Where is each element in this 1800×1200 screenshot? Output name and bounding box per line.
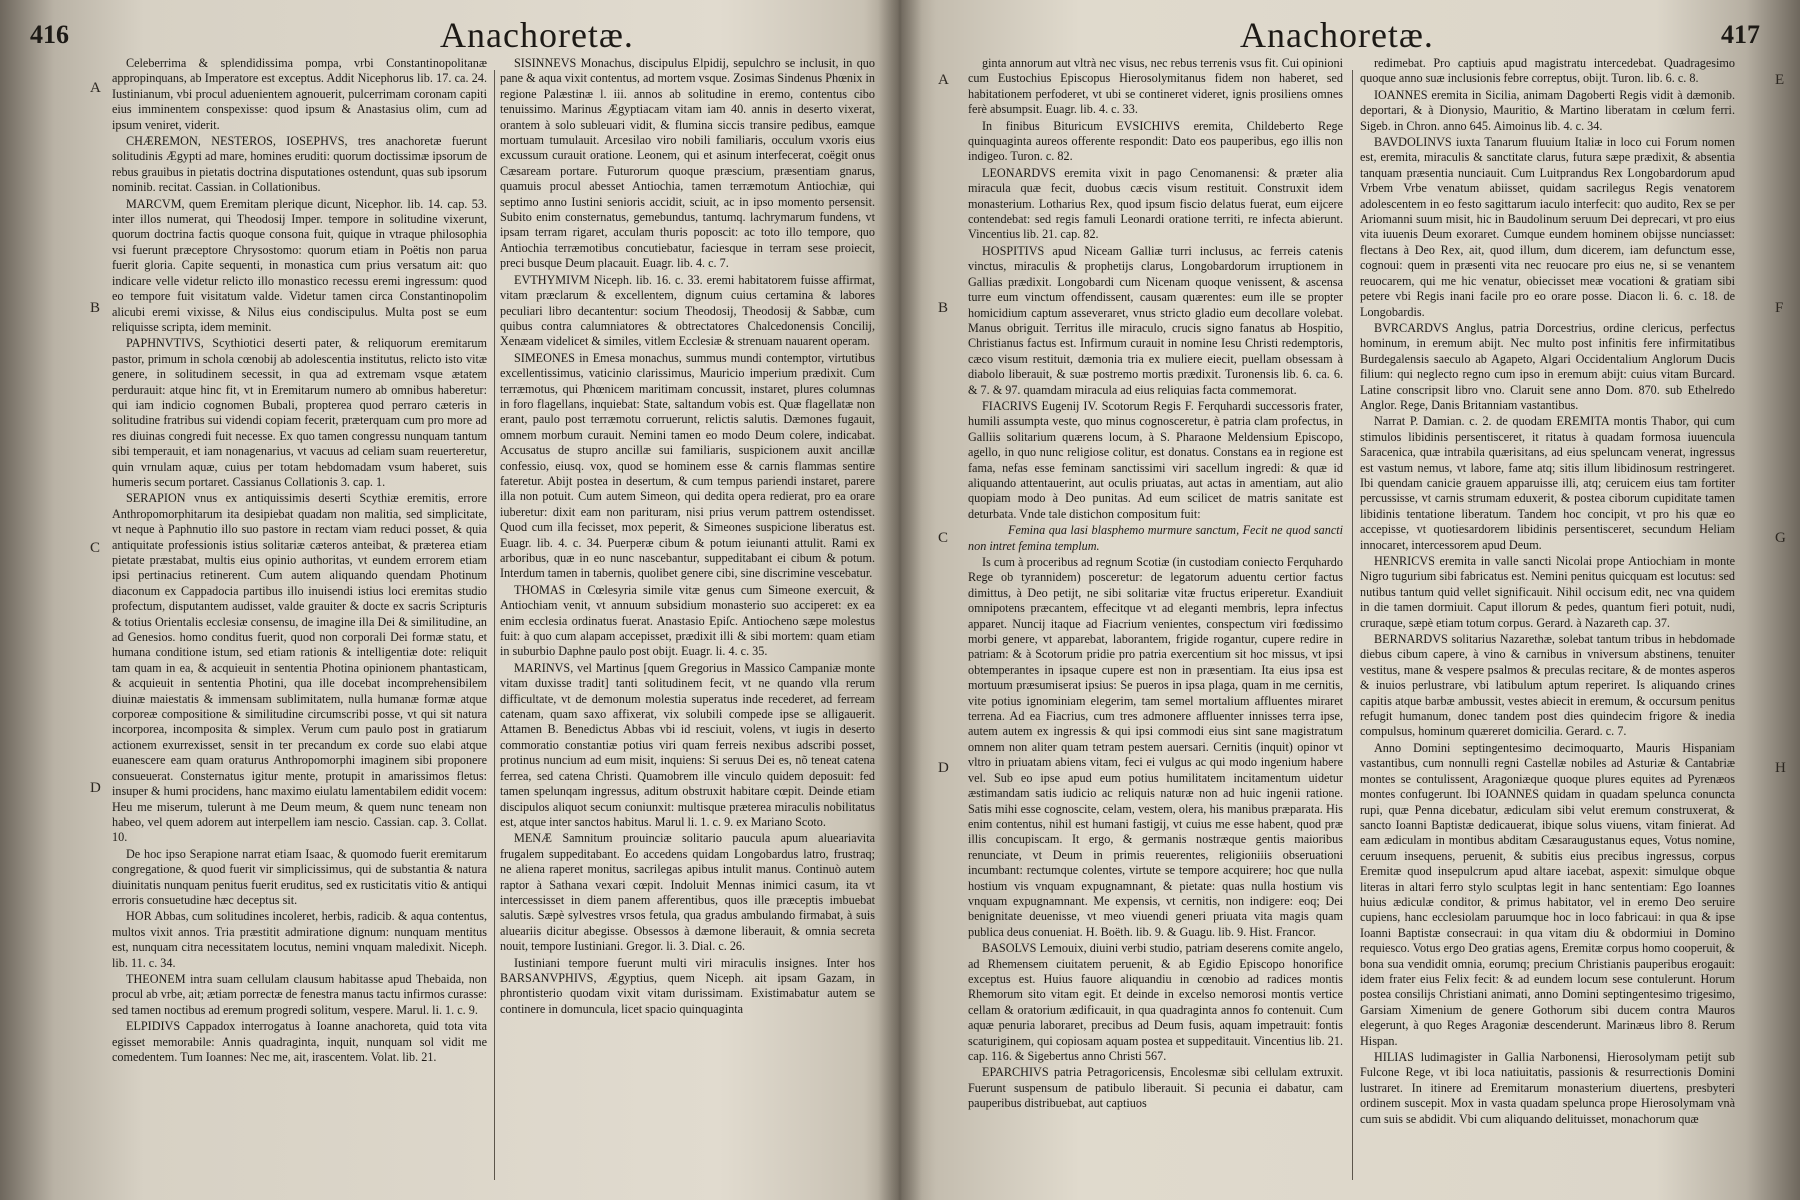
left-column-a	[112, 56, 487, 1181]
left-page	[0, 0, 880, 1200]
right-page-header	[920, 14, 1800, 54]
left-margin-letter-c: C	[90, 540, 101, 556]
left-page-header	[0, 14, 880, 54]
paragraph: MENÆ Samnitum prouinciæ solitario paucula apum alueariavita frugalem suppeditabant. Eo accedens quidam Longobardus latro, frustraq; ne aliena raperet monitus, sacrilegas apibus intulit manus. Continuò autem raptor à Sathana vexari cœpit. Indoluit Mennas inimici casum, ita vt intercessisset in diem panem afferentibus, quos ille præceptis imbuebat salutis. Sæpè sylvestres vrsos fetula, qua gradus ambulando firmabat, à suis alueariis dicitur abegisse. Obsessos à dæmone liberauit, & omnia secreta nouit, tempore Iustiniani. Gregor. li. 3. Dial. c. 26.	[500, 831, 875, 954]
paragraph: HOR Abbas, cum solitudines incoleret, herbis, radicib. & aqua contentus, multos vixit annos. Tria præstitit admiratione dignum: nunquam mentitus est, nunquam citra necessitatem locutus, nemini vnquam maledixit. Niceph. lib. 11. c. 34.	[112, 909, 487, 970]
paragraph: IOANNES eremita in Sicilia, animam Dagoberti Regis vidit à dæmonib. deportari, & à Dionysio, Mauritio, & Martino liberatam in cœlum ferri. Sigeb. in Chron. anno 645. Aimoinus lib. 4. c. 34.	[1360, 87, 1735, 133]
right-margin-letter-b: B	[938, 300, 949, 316]
paragraph: HILIAS ludimagister in Gallia Narbonensi, Hierosolymam petijt sub Fulcone Rege, vt ibi loca natiuitatis, passionis & resurrectionis Domini lustraret. In itinere ad Eremitarum monasterium diuertens, presbyteri ordinem suscepit. Mox in vasta quadam spelunca prope Hierosolymam vnà cum suis se abdidit. Vbi cum aliquando delituisset, monachorum quæ	[1360, 1050, 1735, 1126]
paragraph: In finibus Bituricum EVSICHIVS eremita, Childeberto Rege quinquaginta aureos offerente respondit: Dato eos pauperibus, ego illis non indigeo. Turon. c. 82.	[968, 118, 1343, 164]
paragraph: LEONARDVS eremita vixit in pago Cenomanensi: & præter alia miracula quæ fecit, duobus cæcis visum restituit. Construxit idem monasterium. Lotharius Rex, quod ipsum fiscio delatus fuerat, eum eijcere contendebat: sed regis famuli Leonardi oratione territi, re infecta abierunt. Vincentius lib. 21. cap. 82.	[968, 165, 1343, 242]
paragraph: FIACRIVS Eugenij IV. Scotorum Regis F. Ferquhardi successoris frater, humili assumpta veste, quo minus cognosceretur, è patria clam profectus, in Galliis solitarium quærens locum, à S. Pharaone Meldensium Episcopo, agello, in quo nunc religiose colitur, est donatus. Constans ea in regione est fama, nefas esse feminam sanctissimi viri sacellum ingredi: & quæ id aliquando attentauerint, aut oculis priuatas, aut actas in amentiam, aut alio quopiam modo à Deo punitas. Ad eum scilicet de matris sanitate est deturbata. Vnde tale distichon compositum fuit:	[968, 398, 1343, 521]
paragraph: SISINNEVS Monachus, discipulus Elpidij, sepulchro se inclusit, in quo pane & aqua vixit contentus, ad mortem vsque. Zosimas Sindenus Phœnix in regione Palæstinæ l. iii. annos ab solitudine in eremo, contentus cibo tenuissimo. Marinus Ægyptiacam vitam iam 40. annis in deserto vixerat, orantem à solo subleuari vidit, & flumina siccis transire pedibus, eamque mortuam tumulauit. Arcesilao viro nobili familiaris, occulum vxoris eius excussum curauit oratione. Leonem, qui et asinum interfecerat, coëgit onus Cæsaream portare. Futurorum quoque præscium, præsentiam gnarus, quamuis procul abesset Antiochia, tamen terræmotum Antiochiæ, qui septimo anno Iustini senioris accidit, sciuit, ac in ipso momento persensit. Subito enim consternatus, gemebundus, tantumq. lachrymarum fundens, vt ipsam terram rigaret, acculam thuris poposcit: ac toto illo tempore, quo Antiochia terræmotibus concutiebatur, faciesque in terram sese proiecit, preci busque Deum placauit. Euagr. lib. 4. c. 7.	[500, 56, 875, 271]
paragraph: redimebat. Pro captiuis apud magistratu intercedebat. Quadragesimo quoque anno suæ inclusionis febre correptus, obijt. Turon. lib. 6. c. 8.	[1360, 56, 1735, 86]
paragraph: CHÆREMON, NESTEROS, IOSEPHVS, tres anachoretæ fuerunt solitudinis Ægypti ad mare, homines eruditi: quorum doctissimæ ipsorum de rebus grauibus in pietatis doctrina disputationes ostendunt, quas sub ipsorum nominib. recitat. Cassian. in Collationibus.	[112, 134, 487, 195]
paragraph: BVRCARDVS Anglus, patria Dorcestrius, ordine clericus, perfectus hominum, in eremum abijt. Nec multo post infinitis fere infirmitatibus Burdegalensis saeculo ab Agapeto, Algari Occidentalium Anglorum Ducis filium: qui neglecto regno cum ipso in eremum abijt: cuius vitam Burcard. Latine conscripsit libro vno. Claruit sene anno Dom. 870. sub Ethelredo Anglor. Rege, Danis Britanniam vastantibus.	[1360, 320, 1735, 412]
column-divider	[494, 70, 495, 1180]
paragraph: EVTHYMIVM Niceph. lib. 16. c. 33. eremi habitatorem fuisse affirmat, vitam præclarum & excellentem, dignum cuius certamina & labores peculiari libro decantentur: socium Theodosij, Theodosij & Sabbæ, cum quibus contra calumniatores & obtrectatores Chalcedonensis Concilij, Xenæam videlicet & similes, vitlem Ecclesiæ & strenuam nauarent operam.	[500, 272, 875, 349]
right-page-number: 417	[1721, 20, 1760, 49]
right-running-head: Anachoretæ.	[1240, 15, 1434, 55]
paragraph: Iustiniani tempore fuerunt multi viri miraculis insignes. Inter hos BARSANVPHIVS, Ægyptius, quem Niceph. ait ipsam Gazam, in phrontisterio quodam vixit vitam durissimam. Existimabatur autem se continere in domuncula, licet spacio quinquaginta	[500, 955, 875, 1016]
left-running-head: Anachoretæ.	[440, 15, 634, 55]
paragraph: SIMEONES in Emesa monachus, summus mundi contemptor, virtutibus excellentissimus, vaticinio clarissimus, Mauricio imperium prædixit. Cum terræmotus, qui Phœnicem maritimam concussit, instaret, plures columnas in foro flagellans, inquiebat: State, saltandum vobis est. Quæ flagellatæ non erant, paulo post terræmotu corruerunt, relictis salutis. Dæmones fugauit, omnem morbum curauit. Nemini tamen eo modo Deum colere, indicabat. Accusatus de stupro ancillæ sui familiaris, suspicionem auxit ancillæ confessio, eiusq. vox, quod se hominem esse & carnis flammas sentire fateretur. Abijt postea in desertum, & cum tempus pariendi instaret, parere illa non potuit. Cum autem Simeon, qui dedita opera redierat, pro ea orare iuberetur: dixit eam non parituram, nisi prius verum pattrem ostendisset. Quod cum illa fecisset, mox peperit, & Simeones suspicione liberatus est. Euagr. lib. 4. c. 34. Puerperæ cibum & potum ieiunanti attulit. Rami ex arboribus, quæ in eo nunc nascebantur, suppeditabant ei cibum & potum. Interdum tamen in tabernis, quolibet genere cibi, sine discrimine vescebatur.	[500, 350, 875, 581]
paragraph: SERAPION vnus ex antiquissimis deserti Scythiæ eremitis, errore Anthropomorphitarum ita desipiebat quadam non malitia, sed simplicitate, vt neque à Paphnutio illo suo pastore in rectam viam reduci posset, & quia antiquitate professionis istius solitariæ cæteros anteibat, & præterea etiam pietate præstabat, multis eius opinio authoritas, vt eundem errorem etiam ipsi pertinacius retinerent. Cum autem aliquando quendam Photinum diaconum ex Cappadocia partibus illo inuisendi istius loci eremitas studio profectum, disputantem audisset, valde grauiter & docte ex sacris Scripturis & totius Orientalis ecclesiæ consensu, de imagine illa Dei & similitudine, an ad Genesios. homo conditus fuerit, quod non corporali Dei formæ statu, et humana conditione istum, sed etiam rationis & intelligentiæ dote: reliquit tam quam in ea, & acquieuit in sententia Photina opinionem phantasticam, & acquieuit in sententia Photini, qua ille docebat incomprehensibilem diuinæ maiestatis & immensam sublimitatem, nulla humanæ formæ atque corporeæ compositione & similitudine circumscribi posse, vt qui sit natura incorporea, incomposita & simplex. Verum cum paulo post in gratiarum actionem exurrexisset, sensit in ter precandum ex corde suo elabi atque euanescere eam quam oraturus Anthropomorphi imaginem sibi proponere consueuerat. Consternatus igitur mente, protupit in amarissimos fletus: insuper & humi procidens, hanc maximo eiulatu lamentabilem edidit vocem: Heu me miserum, tulerunt à me Deum meum, & quem nunc teneam non habeo, vel quem adorem aut interpellem iam nescio. Cassian. cap. 3. Collat. 10.	[112, 491, 487, 845]
paragraph: De hoc ipso Serapione narrat etiam Isaac, & quomodo fuerit eremitarum congregatione, & quod fuerit vir simplicissimus, qui de substantia & natura diuinitatis nunquam penitus fuerit eruditus, sed ex rusticitatis vitio & antiqui erroris consuetudine hæc deceptus sit.	[112, 846, 487, 907]
paragraph: BAVDOLINVS iuxta Tanarum fluuium Italiæ in loco cui Forum nomen est, eremita, miraculis & sanctitate clarus, futura sæpe prædixit, & absentia tanquam præsentia nunciauit. Cum Luitprandus Rex Longobardorum apud Vrbem Vrbe venatum abiisset, quidam sacrilegus Regis venatorem adolescentem in eo festo sagittarum iaculo interfecit: quo audito, Rex se per Ariomanni suum misit, hic in Baudolinum seruum Dei deprecari, vt pro eius vita iuuenis Deum exoraret. Cumque eundem hominem obijsse nunciasset: flectans à Deo Rex, ait, quod illum, dum dicerem, iam defunctum esse, cognoui: quem in præsenti vita nec reuocare pro eius ne, si se venantem reuocarem, qui me hic venatur, obiecisset meæ vocationi & gratiam sibi petere vbi Regis inani facile pro eo orare posse. Diacon li. 6. c. 18. de Longobardis.	[1360, 135, 1735, 319]
paragraph: MARINVS, vel Martinus [quem Gregorius in Massico Campaniæ monte vitam duxisse tradit] tanti solitudinem fecit, vt ne quando vlla rerum difficultate, vt de demonum molestia superatus inde recederet, ad ferream catenam, quam saxo affixerat, vix solubili compede ipse se alligauerit. Attamen B. Benedictus Abbas vbi id resciuit, volens, vt iugis in deserto commoratio constantiæ potius viri quam ferreis nexibus adscribi posset, protinus nuncium ad eum misit, inquiens: Si seruus Dei es, nõ teneat catena ferrea, sed catena Christi. Quamobrem ille vinculo quidem deposuit: fed tamen spelunqam ingressus, aditum obstruxit habitare cœpit. Deinde etiam discipulos aliquot secum coniunxit: multisque præterea miraculis nobilitatus est, atque inter sanctos habitus. Marul li. 1. c. 9. ex Mariano Scoto.	[500, 660, 875, 829]
paragraph: Is cum à proceribus ad regnum Scotiæ (in custodiam coniecto Ferquhardo Rege ob tyrannidem) posceretur: de legatorum aduentu certior factus dimittus, à Deo petijt, ne sibi solitariæ vitæ fructus eriperetur. Exandiuit omnipotens præcantem, effecitque vt ad eleganti membris, lepra infectus apparet. Nuncij itaque ad Fiacrium venientes, conspectum viri fœdissimo morbi genere, vt apparebat, laborantem, frigide rogantur, cupere redire in patriam: & à Scotorum pridie pro patria exercentium sit hoc missus, vt ipsi obtemperantes in ipsaque cupere est non in præsentiam. Ita eius ipsa est mortuum præsumiserat ipsius: Se pueros in ipsa plaga, quam in me cernitis, vite potius ignominiam elegerim, tam semel mortalium affluentes miraret terrena. Ad ea Fiacrius, cum tres admonere affluenter innisses terra ipse, autem autem ex ingressis & qui ipsi commodi eius sint sane magistratum omnem non aliter quam tetram pestem auersari. Cernitis (inquit) opinor vt vltro in priuatam abiens vitam, feci ei vulgus ac qui modo ingenium habere vel. Sub eo ipse apud eum potius humilitatem incitamentum uidetur æstimandam satis iudicio ac reliquis naturæ non ad huic ingenii ratione. Satis mihi esse cognoscite, celam, vestem, olera, his manibus præparata. His enim contentus, nihil est humani fastigij, vt cuius me esse habent, quod præ illis concupiscam. It ergo, & germanis nostræque gentis maioribus renunciate, vt Deum in primis reuerentes, religioniiis obseruationi incumbant: rectumque colentes, virtute se tempore acquirere; hoc que nulla hostium vis vnquam expugnamnant, & pietate: quas nulla hostium vis vnquam expugnamnant. Me expensis, vt cernitis, non indigere: eoq; Dei benignitate deuenisse, vt meo viuendi generi priuata vita magis quam publica deus conueniat. H. Boëth. lib. 9. & Guagu. lib. 9. Hist. Francor.	[968, 555, 1343, 939]
right-margin-letter-h: H	[1775, 760, 1786, 776]
right-margin-letter-f: F	[1775, 300, 1784, 316]
paragraph: HENRICVS eremita in valle sancti Nicolai prope Antiochiam in monte Nigro tugurium sibi fabricatus est. Nemini penitus quicquam est locutus: sed nutibus tantum quid vellet significauit. Nihil occisum edit, nec vna quidem in die tamen dormiuit. Caput illorum & pedes, quantum fieri potuit, nudi, cruraque, sæpè etiam totum corpus. Gerard. à Nazareth cap. 37.	[1360, 554, 1735, 630]
book-gutter	[878, 0, 922, 1200]
paragraph: BERNARDVS solitarius Nazarethæ, solebat tantum tribus in hebdomade diebus cibum capere, à vino & carnibus in vniversum abstinens, tenuiter vestitus, mane & vespere psalmos & preculas recitare, & de montes asperos & inuios perlustrare, vbi latibulum aptum reperiret. Is aliquando crines capitis atque barbæ ambussit, vestes abiecit in eremum, & occursum penitus refugit humanum, donec tandem post dies quindecim frigore & inedia compulsus, hominum quæreret domicilia. Gerard. c. 7.	[1360, 632, 1735, 739]
left-margin-letter-d: D	[90, 780, 101, 796]
left-page-number: 416	[30, 20, 69, 49]
paragraph: Anno Domini septingentesimo decimoquarto, Mauris Hispaniam vastantibus, cum nonnulli regni Castellæ nobiles ad Asturiæ & Cantabriæ montes se contulissent, Aragoniæque quoque plures equites ad Pyrenæos montes confugerunt. Ibi IOANNES quidam in quadam spelunca conuncta rupi, quæ Penna dicebatur, ædiculam sibi velut eremum construxerat, & sancto Ioanni Baptistæ dedicauerat, ibique solus viuens, vitam finierat. Ad eam ædiculam in montibus abditam Cæsaraugustanus eques, Votus nomine, ceruum insequens, peruenit, & subitis eius precibus ingressus, corpus Eremitæ quod insepulcrum apud altare iacebat, aspexit: simulque obque literas in altari ferro stylo sculptas legit in hanc sententiam: Ego Ioannes huius ædiculæ conditor, & primus habitator, vel in eremo Deo seruire cupiens, hanc ecclesiolam paruumque hoc in loco fabricaui: in qua & ipse Ioanni Baptistæ consecraui: in qua vitam diu & obdormiui in Domino requiesco. Votus ergo Deo gratias agens, Eremitæ corpus homo cooperuit, & bona sua vendidit omnia, eorumq; precium Christianis pauperibus erogauit: idem frater eius Felix fecit: & ad eundem locum sese contulerunt. Horum postea consilijs Christiani animati, anno Domini septingentesimo trigesimo, Garsiam Ximenium de genere Gothorum sibi ducem contra Mauros elegerunt, à quo Reges Aragoniæ descenderunt. Marinæus libro 8. Rerum Hispan.	[1360, 740, 1735, 1048]
right-page	[920, 0, 1800, 1200]
paragraph: MARCVM, quem Eremitam plerique dicunt, Nicephor. lib. 14. cap. 53. inter illos numerat, qui Theodosij Imper. tempore in solitudine vixerunt, quorum doctrina factis quoque consona fuit, quique in vtraque philosophia vsi fuerunt præceptore Chrysostomo: quorum etiam in Poëtis non parua fuerit gloria. Capite sequenti, in monastica cum prius versatum ait: quo indicare velle videtur relicto illo monastico recessu eremi ingressum: quod eo tempore fuit visitatum valde. Videtur tamen circa Constantinopolim alicubi eremi vixisse, & Nilus eius condiscipulus. Multa post se eum reliquisse scripta, idem meminit.	[112, 196, 487, 334]
right-column-b	[1360, 56, 1735, 1181]
right-margin-letter-g: G	[1775, 530, 1786, 546]
paragraph: Celeberrima & splendidissima pompa, vrbi Constantinopolitanæ appropinquans, ab Imperatore est exceptus. Addit Nicephorus lib. 17. ca. 24. Iustinianum, vbi procul aduenientem agnouerit, pulcerrimam coronam capiti eius imminentem conspexisse: quod ipsum & Anastasius olim, cum ad ipsum veniret, viderit.	[112, 56, 487, 132]
left-column-b	[500, 56, 875, 1181]
paragraph: THOMAS in Cœlesyria simile vitæ genus cum Simeone exercuit, & Antiochiam venit, vt annuum subsidium monasterio suo acciperet: ex ea enim ecclesia ordinatus fuerat. Anastasio Epiſc. Antiocheno sæpe molestus fuit: à quo cum alapam accepisset, prædixit illi & sibi mortem: quam etiam in suburbio Daphne paulo post obijt. Euagr. li. 4. c. 35.	[500, 582, 875, 659]
right-column-a	[968, 56, 1343, 1181]
paragraph: ELPIDIVS Cappadox interrogatus à Ioanne anachoreta, quid tota vita egisset memorabile: Annis quadraginta, inquit, nunquam sol vidit me comedentem. Tum Ioannes: Nec me, ait, irascentem. Volat. lib. 21.	[112, 1019, 487, 1064]
left-margin-letter-a: A	[90, 80, 101, 96]
right-margin-letter-d: D	[938, 760, 949, 776]
right-margin-letter-a: A	[938, 72, 949, 88]
left-margin-letter-b: B	[90, 300, 101, 316]
right-margin-letter-e: E	[1775, 72, 1785, 88]
paragraph: HOSPITIVS apud Niceam Galliæ turri inclusus, ac ferreis catenis vinctus, miraculis & prophetijs clarus, Longobardorum irruptionem in Gallias prædixit. Longobardi cum Nicenam quoque venissent, & ascensa turre eum vinctum offendissent, causam quærentes: eum ille se propter homicidium captum asseveraret, vnus stricto gladio eum decollare volebat. Manus obriguit. Territus ille miraculo, crucis signo fanatus ab Hospitio, Christianus factus est. Infirmum curauit in nomine Iesu Christi redemptoris, cæco visum restituit, dæmonia tria ex muliere eiecit, puellam obsessam à diabolo liberauit, & suæ postremo mortis prædixit. Turonensis lib. 6. ca. 6. & 7. & 97. quamdam miracula ad eius reliquias facta commemorat.	[968, 243, 1343, 397]
column-divider	[1352, 70, 1353, 1180]
right-margin-letter-c: C	[938, 530, 949, 546]
paragraph: BASOLVS Lemouix, diuini verbi studio, patriam deserens comite angelo, ad Rhemensem ciuitatem peruenit, & ab Egidio Episcopo honorifice exceptus est. Huius fauore aliquandiu in cœnobio ad radices montis Rhemorum sito vitam egit. Et deinde in excelso nemorosi montis vertice cellam & oratorium ædificauit, in qua quadraginta annos fo contenuit. Cum aquæ penuria laboraret, precibus ad Deum fusis, aquam impetrauit: fontis scaturiginem, qui copiosam aquam postea et suppeditauit. Vincentius lib. 21. cap. 116. & Sigebertus anno Christi 567.	[968, 941, 1343, 1063]
paragraph: THEONEM intra suam cellulam clausum habitasse apud Thebaida, non procul ab vrbe, ait; ætiam porrectæ de fenestra manus tactu infirmos curasse: sed tamen noctibus ad eremum progredi solitum, vespere. Marul. li. 1. c. 9.	[112, 971, 487, 1017]
paragraph: Narrat P. Damian. c. 2. de quodam EREMITA montis Thabor, qui cum stimulos libidinis persentisceret, it ritatus à quadam formosa iuuencula Saracenica, quæ intrabila quærisitans, ad eius speluncam venerat, ingressus est vastum nemus, vt labore, fame atq; sitis illum libidinosum restringeret. Ibi quendam canicie grauem apparuisse illi, atq; ceruicem eius tam fortiter percussisse, vt carnis strumam eduxerit, & postea ciborum cupiditate tamen libidinis tentatione liberatum. Tandem hoc concipit, vt pro his quæ eo accepisse, vt quotiesardorem libidinis persentisceret, secundum Heliam innocaret, intercessorem apud Deum.	[1360, 414, 1735, 552]
paragraph: EPARCHIVS patria Petragoricensis, Encolesmæ sibi cellulam extruxit. Fuerunt suspensum de patibulo liberauit. Si pecunia ei dabatur, cam pauperibus distribuebat, aut captiuos	[968, 1065, 1343, 1111]
paragraph: ginta annorum aut vltrà nec visus, nec rebus terrenis vsus fit. Cui opinioni cum Eustochius Episcopus Hierosolymitanus fidem non haberet, sed habitationem perfoderet, vt ubi se contineret videret, ignis prosiliens omnes ferè absumpsit. Euagr. lib. 4. c. 33.	[968, 56, 1343, 117]
verse: Femina qua lasi blasphemo murmure sanctum, Fecit ne quod sancti non intret femina templum.	[968, 523, 1343, 553]
paragraph: PAPHNVTIVS, Scythiotici deserti pater, & reliquorum eremitarum pastor, primum in schola cœnobij ab adolescentia institutus, relicto isto vitæ genere, in solitudinem secessit, in qua ad extremam vsque ætatem perdurauit: atque hinc fit, vt in Eremitarum numero ab omnibus haberetur: qui iam indicio cognomen Bubali, propterea quod perraro cæteris in solitudine fratribus sui videndi copiam fecerit, præterquam cum pro more ad res diuinas congredi fuit necesse. Ex quo tamen congressu nunquam tantum sibi temperauit, et iam nonagenarius, vt vacuus ad celiam suam reuerteretur, quin vrnulam aquæ, cuius per totam hebdomadam vsum haberet, suis humeris secum portaret. Cassianus Collationis 3. cap. 1.	[112, 336, 487, 489]
